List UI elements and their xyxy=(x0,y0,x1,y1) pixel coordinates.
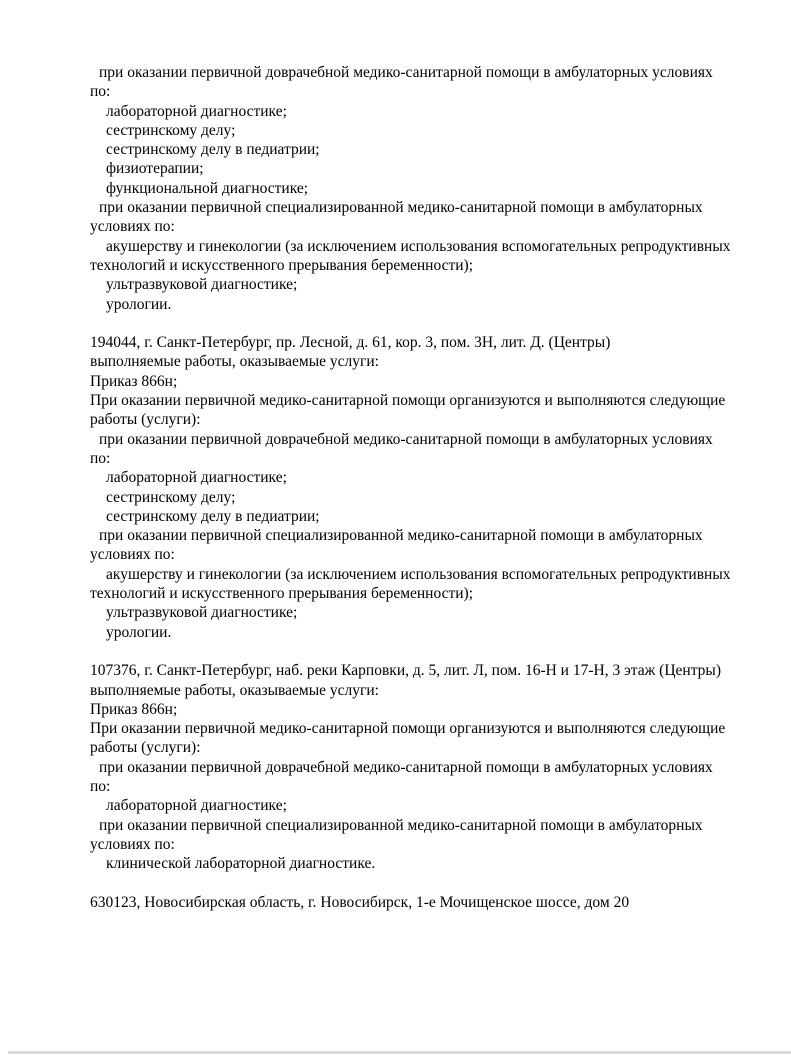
text-line: функциональной диагностике; xyxy=(106,179,309,197)
text-line: при оказании первичной доврачебной медико-санитарной помощи в амбулаторных условиях xyxy=(99,430,713,448)
text-line: Приказ 866н; xyxy=(90,700,178,718)
text-line: по: xyxy=(90,777,111,795)
text-line: при оказании первичной специализированной медико-санитарной помощи в амбулаторных xyxy=(99,199,703,217)
text-line: клинической лабораторной диагностике. xyxy=(106,855,376,873)
text-line: работы (услуги): xyxy=(90,739,201,757)
text-line: сестринскому делу; xyxy=(106,488,236,506)
text-line: 194044, г. Санкт-Петербург, пр. Лесной, д. 61, кор. 3, пом. 3Н, лит. Д. (Центры) xyxy=(90,334,611,352)
text-line: При оказании первичной медико-санитарной помощи организуются и выполняются следующие xyxy=(90,392,726,410)
text-line xyxy=(90,642,750,661)
text-line: акушерству и гинекологии (за исключением использования вспомогательных репродуктивных xyxy=(106,565,731,583)
bottom-divider xyxy=(8,1051,791,1054)
document-body xyxy=(90,63,750,912)
text-line: по: xyxy=(90,83,111,101)
text-line: урологии. xyxy=(106,623,172,641)
text-line: при оказании первичной доврачебной медико-санитарной помощи в амбулаторных условиях xyxy=(99,64,713,81)
text-line: при оказании первичной специализированной медико-санитарной помощи в амбулаторных xyxy=(99,527,703,545)
text-line: Приказ 866н; xyxy=(90,372,178,390)
text-line: выполняемые работы, оказываемые услуги: xyxy=(90,681,379,699)
text-line xyxy=(90,314,750,333)
text-line: 630123, Новосибирская область, г. Новосибирск, 1-е Мочищенское шоссе, дом 20 xyxy=(90,893,630,911)
text-line: лабораторной диагностике; xyxy=(106,102,287,120)
text-line: сестринскому делу в педиатрии; xyxy=(106,141,320,159)
text-line: при оказании первичной доврачебной медико-санитарной помощи в амбулаторных условиях xyxy=(99,758,713,776)
text-line xyxy=(90,873,750,892)
text-line: условиях по: xyxy=(90,546,175,564)
text-line: урологии. xyxy=(106,295,172,313)
text-line: физиотерапии; xyxy=(106,160,204,178)
text-line: технологий и искусственного прерывания беременности); xyxy=(90,256,474,274)
text-line: ультразвуковой диагностике; xyxy=(106,276,298,294)
text-line: условиях по: xyxy=(90,835,175,853)
text-line: работы (услуги): xyxy=(90,411,201,429)
text-line: ультразвуковой диагностике; xyxy=(106,604,298,622)
text-line: лабораторной диагностике; xyxy=(106,797,287,815)
text-line: лабораторной диагностике; xyxy=(106,469,287,487)
text-line: условиях по: xyxy=(90,218,175,236)
text-line: технологий и искусственного прерывания беременности); xyxy=(90,585,474,603)
text-line: при оказании первичной специализированной медико-санитарной помощи в амбулаторных xyxy=(99,816,703,834)
text-line: по: xyxy=(90,449,111,467)
text-line: акушерству и гинекологии (за исключением использования вспомогательных репродуктивных xyxy=(106,237,731,255)
text-line: При оказании первичной медико-санитарной помощи организуются и выполняются следующие xyxy=(90,720,726,738)
text-line: сестринскому делу в педиатрии; xyxy=(106,507,320,525)
text-line: сестринскому делу; xyxy=(106,121,236,139)
text-line: выполняемые работы, оказываемые услуги: xyxy=(90,353,379,371)
text-line: 107376, г. Санкт-Петербург, наб. реки Карповки, д. 5, лит. Л, пом. 16-Н и 17-Н, 3 этаж (Центры) xyxy=(90,662,721,680)
